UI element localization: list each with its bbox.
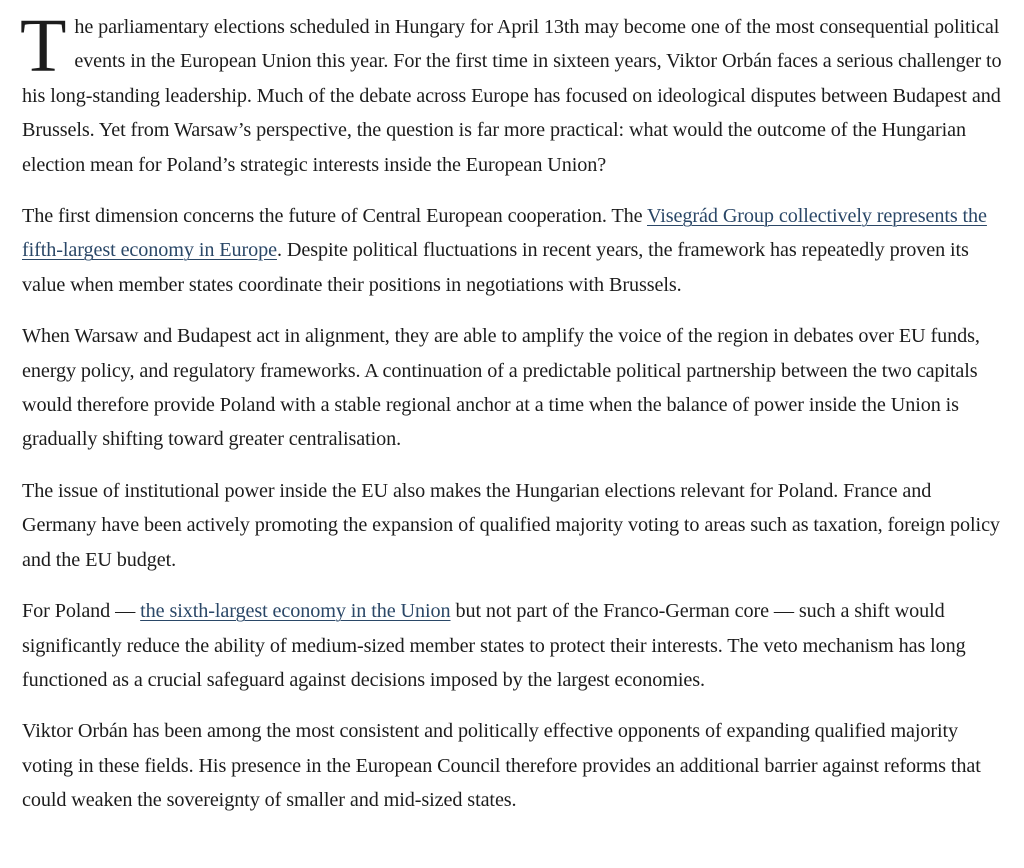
paragraph-alignment bbox=[22, 319, 1006, 457]
paragraph-text: he parliamentary elections scheduled in Hungary for April 13th may become one of the most consequential political events in the European Union this year. For the first time in sixteen years, Viktor Orbán faces a serious challenger to his long-standing leadership. Much of the debate across Europe has focused on ideological disputes between Budapest and Brussels. Yet from Warsaw’s perspective, the question is far more practical: what would the outcome of the Hungarian election mean for Poland’s strategic interests inside the European Union? bbox=[22, 16, 1002, 176]
paragraph-text: Viktor Orbán has been among the most consistent and politically effective opponents of expanding qualified majority voting in these fields. His presence in the European Council therefore provides an additional barrier against reforms that could weaken the sovereignty of smaller and mid-sized states. bbox=[22, 720, 981, 812]
paragraph-intro bbox=[20, 4, 1006, 182]
paragraph-text: but not part of the Franco-German core — such a shift would significantly reduce the ability of medium-sized member states to protect their interests. The veto mechanism has long functioned as a crucial safeguard against decisions imposed by the largest economies. bbox=[22, 600, 966, 691]
visegrad-economy-link[interactable]: Visegrád Group collectively represents the fifth-largest economy in Europe bbox=[22, 205, 987, 262]
poland-economy-link[interactable]: the sixth-largest economy in the Union bbox=[140, 600, 451, 623]
paragraph-text: The first dimension concerns the future of Central European cooperation. The bbox=[22, 205, 648, 228]
paragraph-institutional-power bbox=[22, 474, 1006, 577]
paragraph-text: When Warsaw and Budapest act in alignment, they are able to amplify the voice of the region in debates over EU funds, energy policy, and regulatory frameworks. A continuation of a predictable political partnership between the two capitals would therefore provide Poland with a stable regional anchor at a time when the balance of power inside the Union is gradually shifting toward greater centralisation. bbox=[22, 325, 980, 451]
paragraph-text: . Despite political fluctuations in recent years, the framework has repeatedly proven its value when member states coordinate their positions in negotiations with Brussels. bbox=[22, 239, 969, 296]
paragraph-orban bbox=[22, 714, 1006, 817]
article-body bbox=[20, 4, 1006, 835]
drop-cap: T bbox=[20, 4, 67, 88]
paragraph-poland bbox=[22, 594, 1006, 697]
paragraph-text: The issue of institutional power inside the EU also makes the Hungarian elections relevant for Poland. France and Germany have been actively promoting the expansion of qualified majority voting to areas such as taxation, foreign policy and the EU budget. bbox=[22, 479, 1000, 571]
paragraph-visegrad bbox=[22, 199, 1006, 302]
paragraph-text: For Poland — bbox=[22, 600, 141, 623]
